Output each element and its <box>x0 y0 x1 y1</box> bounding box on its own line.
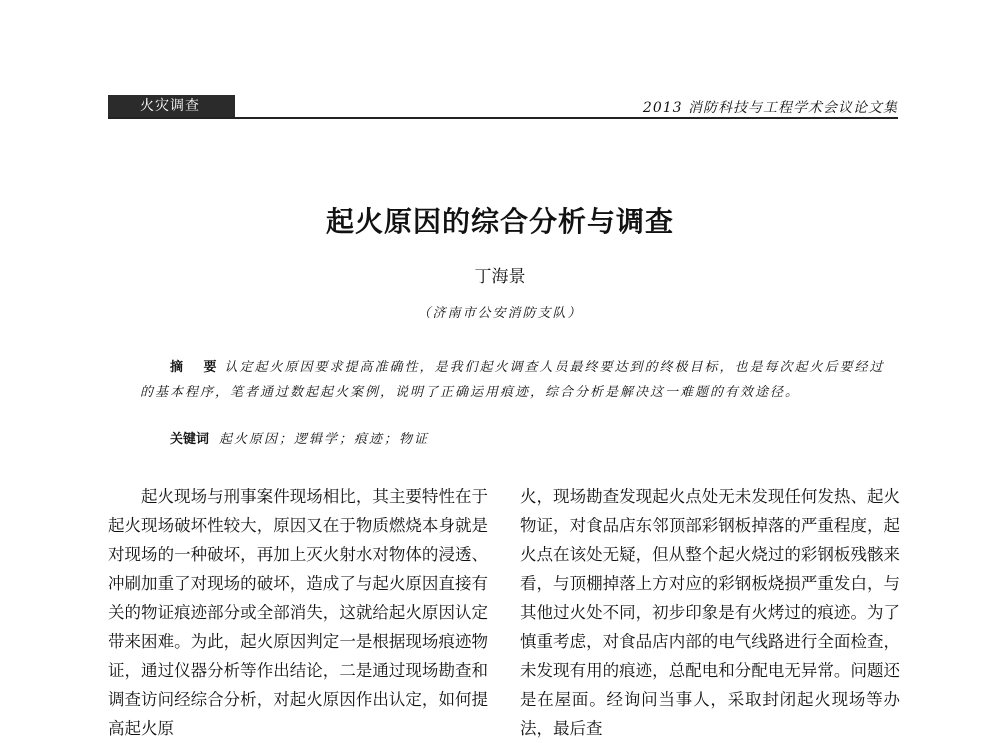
body-right-column: 火，现场勘查发现起火点处无未发现任何发热、起火物证，对食品店东邻顶部彩钢板掉落的严重程度，起火点在该处无疑，但从整个起火烧过的彩钢板残骸来看，与顶棚掉落上方对应的彩钢板烧损严重发白，与其他过火处不同，初步印象是有火烤过的痕迹。为了慎重考虑，对食品店内部的电气线路进行全面检查，未发现有用的痕迹，总配电和分配电无异常。问题还是在屋面。经询问当事人，采取封闭起火现场等办法，最后查 <box>520 487 900 738</box>
abstract-label: 摘 要 <box>170 360 225 375</box>
abstract-text: 认定起火原因要求提高准确性，是我们起火调查人员最终要达到的终极目标，也是每次起火后要经过的基本程序，笔者通过数起起火案例，说明了正确运用痕迹，综合分析是解决这一难题的有效途径。 <box>140 360 885 400</box>
section-tag: 火灾调查 <box>108 95 235 117</box>
author-name: 丁海景 <box>474 267 526 287</box>
keywords-label: 关键词 <box>170 432 210 447</box>
keywords <box>170 428 890 447</box>
keywords-text: 起火原因；逻辑学；痕迹；物证 <box>219 432 430 447</box>
journal-name: 2013 消防科技与工程学术会议论文集 <box>642 100 898 116</box>
abstract <box>140 355 890 405</box>
article-title: 起火原因的综合分析与调查 <box>325 205 674 238</box>
body-left-column: 起火现场与刑事案件现场相比，其主要特性在于起火现场破坏性较大，原因又在于物质燃烧本身就是对现场的一种破坏，再加上灭火射水对物体的浸透、冲刷加重了对现场的破坏，造成了与起火原因直接有关的物证痕迹部分或全部消失，这就给起火原因认定带来困难。为此，起火原因判定一是根据现场痕迹物证，通过仪器分析等作出结论，二是通过现场勘查和调查访问经综合分析，对起火原因作出认定，如何提高起火原 <box>108 487 488 738</box>
author-affiliation: （济南市公安消防支队） <box>417 306 583 321</box>
header-rule <box>108 117 898 119</box>
